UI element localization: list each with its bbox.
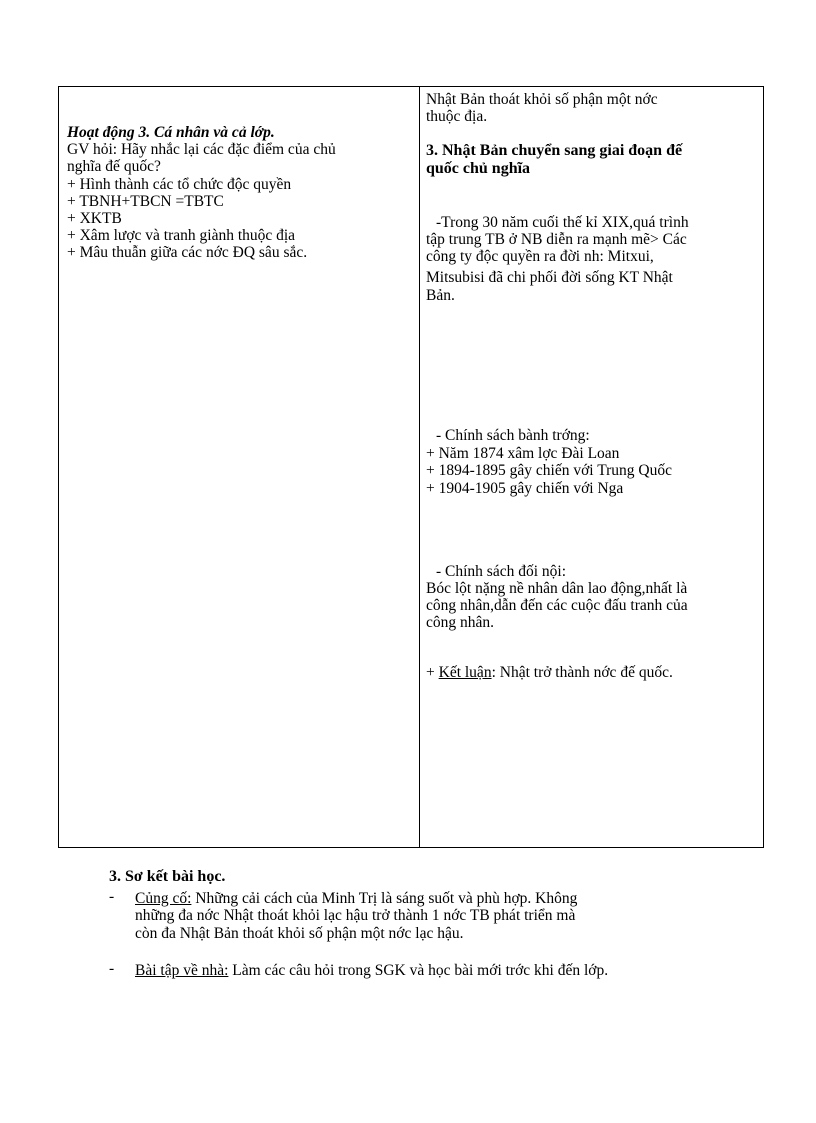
- intro-text-cont: thuộc địa.: [426, 108, 488, 125]
- paragraph-line: tập trung TB ở NB diễn ra mạnh mẽ> Các: [426, 231, 687, 248]
- lesson-table: [58, 86, 764, 848]
- list-item: + XKTB: [67, 210, 122, 227]
- consolidate-line: Củng cố: Những cải cách của Minh Trị là sáng suốt và phù hợp. Không: [135, 890, 578, 907]
- intro-text: Nhật Bản thoát khỏi số phận một nớc: [426, 91, 658, 108]
- teacher-question: GV hỏi: Hãy nhắc lại các đặc điểm của chủ: [67, 141, 336, 158]
- homework-label: Bài tập về nhà:: [135, 962, 229, 979]
- teacher-question-cont: nghĩa đế quốc?: [67, 158, 161, 175]
- conclusion: + Kết luận: Nhật trở thành nớc đế quốc.: [426, 664, 673, 681]
- list-item: + Mâu thuẫn giữa các nớc ĐQ sâu sắc.: [67, 244, 308, 261]
- list-item: + TBNH+TBCN =TBTC: [67, 193, 224, 210]
- paragraph-line: công ty độc quyền ra đời nh: Mitxui,: [426, 248, 654, 265]
- list-item: + Hình thành các tổ chức độc quyền: [67, 176, 292, 193]
- paragraph-line: công nhân.: [426, 614, 495, 631]
- consolidate-label: Củng cố:: [135, 890, 192, 907]
- expansion-policy-title: - Chính sách bành trớng:: [436, 427, 590, 444]
- section-heading: 3. Nhật Bản chuyển sang giai đoạn đế: [426, 142, 683, 159]
- domestic-policy-title: - Chính sách đối nội:: [436, 563, 567, 580]
- list-item: + Năm 1874 xâm lợc Đài Loan: [426, 445, 620, 462]
- paragraph-line: Bản.: [426, 287, 455, 304]
- list-item: + 1894-1895 gây chiến với Trung Quốc: [426, 462, 672, 479]
- summary-heading: 3. Sơ kết bài học.: [109, 868, 226, 885]
- bullet: -: [109, 888, 115, 905]
- conclusion-label: Kết luận: [438, 664, 492, 681]
- list-item: + 1904-1905 gây chiến với Nga: [426, 480, 624, 497]
- paragraph-line: -Trong 30 năm cuối thế kỉ XIX,quá trình: [436, 214, 689, 231]
- consolidate-line: những đa nớc Nhật thoát khỏi lạc hậu trở thành 1 nớc TB phát triển mà: [135, 907, 576, 924]
- paragraph-line: Bóc lột nặng nề nhân dân lao động,nhất là: [426, 580, 688, 597]
- list-item: + Xâm lược và tranh giành thuộc địa: [67, 227, 296, 244]
- homework-line: Bài tập về nhà: Làm các câu hỏi trong SGK và học bài mới trớc khi đến lớp.: [135, 962, 609, 979]
- column-divider: [419, 87, 420, 847]
- paragraph-line: công nhân,dẫn đến các cuộc đấu tranh của: [426, 597, 688, 614]
- activity-heading: Hoạt động 3. Cá nhân và cả lớp.: [67, 124, 275, 141]
- paragraph-line: Mitsubisi đã chi phối đời sống KT Nhật: [426, 269, 673, 286]
- consolidate-line: còn đa Nhật Bản thoát khỏi số phận một nớc lạc hậu.: [135, 925, 464, 942]
- section-heading-cont: quốc chủ nghĩa: [426, 160, 531, 177]
- bullet: -: [109, 960, 115, 977]
